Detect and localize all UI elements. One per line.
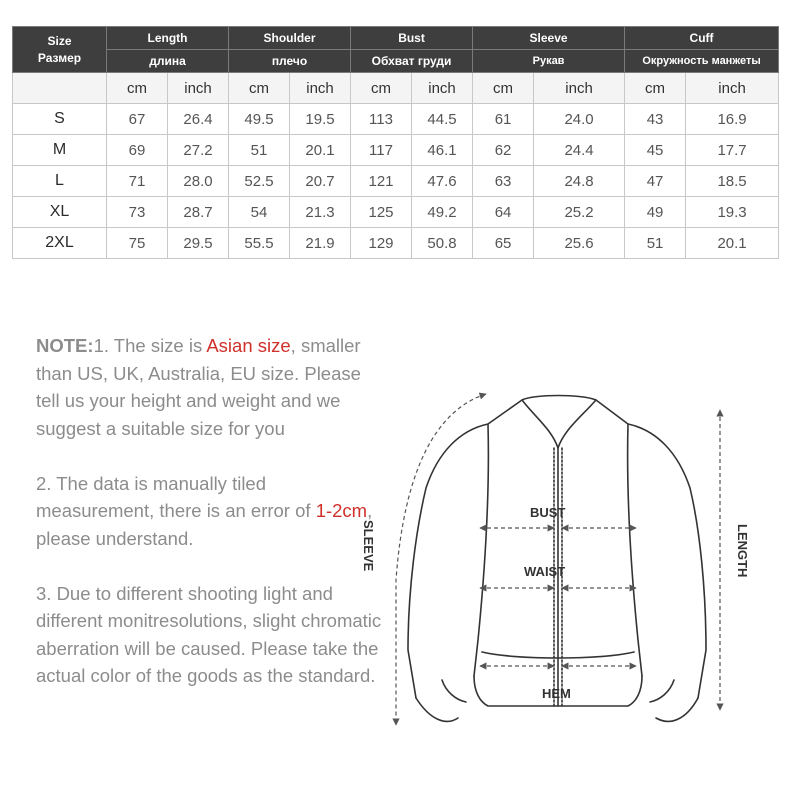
table-cell: 25.6	[534, 228, 625, 259]
unit-inch: inch	[168, 73, 229, 104]
table-cell: 19.3	[686, 197, 779, 228]
table-cell: 20.1	[290, 135, 351, 166]
table-cell: 62	[473, 135, 534, 166]
size-cell: S	[13, 104, 107, 135]
hem-label: HEM	[542, 686, 571, 701]
table-cell: 73	[107, 197, 168, 228]
sleeve-header: Sleeve	[473, 27, 625, 50]
size-header-en: Size	[47, 33, 72, 48]
table-cell: 25.2	[534, 197, 625, 228]
table-row	[13, 135, 779, 166]
table-cell: 75	[107, 228, 168, 259]
unit-inch: inch	[534, 73, 625, 104]
table-cell: 19.5	[290, 104, 351, 135]
table-cell: 26.4	[168, 104, 229, 135]
table-cell: 117	[351, 135, 412, 166]
table-row	[13, 166, 779, 197]
table-row	[13, 197, 779, 228]
unit-cm: cm	[229, 73, 290, 104]
bust-header-ru: Обхват груди	[351, 50, 473, 73]
table-cell: 24.4	[534, 135, 625, 166]
cuff-header-ru: Окружность манжеты	[625, 50, 779, 73]
table-cell: 67	[107, 104, 168, 135]
table-cell: 125	[351, 197, 412, 228]
unit-cm: cm	[473, 73, 534, 104]
note-text: , smaller than US, UK, Australia, EU size. Please tell us your height and weight and we suggest a suitable size for you	[36, 335, 361, 439]
shoulder-header: Shoulder	[229, 27, 351, 50]
table-cell: 47	[625, 166, 686, 197]
table-cell: 113	[351, 104, 412, 135]
waist-label: WAIST	[524, 564, 566, 579]
table-cell: 49	[625, 197, 686, 228]
table-cell: 47.6	[412, 166, 473, 197]
note-paragraph-2	[36, 470, 386, 553]
table-row	[13, 104, 779, 135]
note-text: 1. The size is	[93, 335, 207, 356]
unit-cm: cm	[625, 73, 686, 104]
length-header: Length	[107, 27, 229, 50]
table-cell: 28.7	[168, 197, 229, 228]
note-label: NOTE:	[36, 335, 94, 356]
note-text: 2. The data is manually tiled measurement, there is an error of	[36, 472, 316, 521]
table-cell: 18.5	[686, 166, 779, 197]
note-highlight: Asian size	[206, 335, 291, 356]
table-cell: 16.9	[686, 104, 779, 135]
size-note	[36, 332, 386, 717]
unit-blank	[13, 73, 107, 104]
cuff-header: Cuff	[625, 27, 779, 50]
table-cell: 50.8	[412, 228, 473, 259]
bust-header: Bust	[351, 27, 473, 50]
unit-inch: inch	[290, 73, 351, 104]
note-highlight: 1-2cm	[315, 500, 368, 521]
note-paragraph-1	[36, 332, 386, 442]
table-cell: 54	[229, 197, 290, 228]
note-text: 3. Due to different shooting light and different monitresolutions, slight chromatic aberration will be caused. Please take the actual color of the goods as the standard.	[36, 582, 382, 686]
table-cell: 65	[473, 228, 534, 259]
table-cell: 129	[351, 228, 412, 259]
size-chart-table	[12, 26, 779, 259]
size-header	[13, 27, 107, 73]
size-header-ru: Размер	[37, 50, 82, 65]
table-cell: 121	[351, 166, 412, 197]
note-paragraph-3	[36, 580, 386, 690]
table-cell: 24.0	[534, 104, 625, 135]
table-cell: 49.5	[229, 104, 290, 135]
table-cell: 61	[473, 104, 534, 135]
table-cell: 24.8	[534, 166, 625, 197]
table-cell: 69	[107, 135, 168, 166]
length-header-ru: длина	[107, 50, 229, 73]
bust-label: BUST	[530, 505, 566, 520]
table-cell: 71	[107, 166, 168, 197]
unit-inch: inch	[412, 73, 473, 104]
table-cell: 17.7	[686, 135, 779, 166]
unit-inch: inch	[686, 73, 779, 104]
table-cell: 44.5	[412, 104, 473, 135]
table-cell: 28.0	[168, 166, 229, 197]
note-text: , please understand.	[36, 500, 373, 549]
table-cell: 63	[473, 166, 534, 197]
table-cell: 20.7	[290, 166, 351, 197]
jacket-outline	[408, 396, 706, 722]
length-label: LENGTH	[735, 524, 750, 578]
size-cell: XL	[13, 197, 107, 228]
size-cell: 2XL	[13, 228, 107, 259]
table-cell: 49.2	[412, 197, 473, 228]
table-cell: 55.5	[229, 228, 290, 259]
table-cell: 51	[625, 228, 686, 259]
shoulder-header-ru: плечо	[229, 50, 351, 73]
table-cell: 46.1	[412, 135, 473, 166]
table-cell: 21.9	[290, 228, 351, 259]
unit-cm: cm	[351, 73, 412, 104]
table-cell: 45	[625, 135, 686, 166]
table-cell: 64	[473, 197, 534, 228]
sleeve-label: SLEEVE	[361, 520, 376, 572]
table-cell: 29.5	[168, 228, 229, 259]
size-cell: L	[13, 166, 107, 197]
sleeve-header-ru: Рукав	[473, 50, 625, 73]
jacket-measurement-diagram	[356, 380, 756, 780]
table-cell: 21.3	[290, 197, 351, 228]
table-cell: 20.1	[686, 228, 779, 259]
table-cell: 43	[625, 104, 686, 135]
table-row	[13, 228, 779, 259]
table-cell: 52.5	[229, 166, 290, 197]
size-cell: M	[13, 135, 107, 166]
table-cell: 51	[229, 135, 290, 166]
unit-cm: cm	[107, 73, 168, 104]
table-cell: 27.2	[168, 135, 229, 166]
